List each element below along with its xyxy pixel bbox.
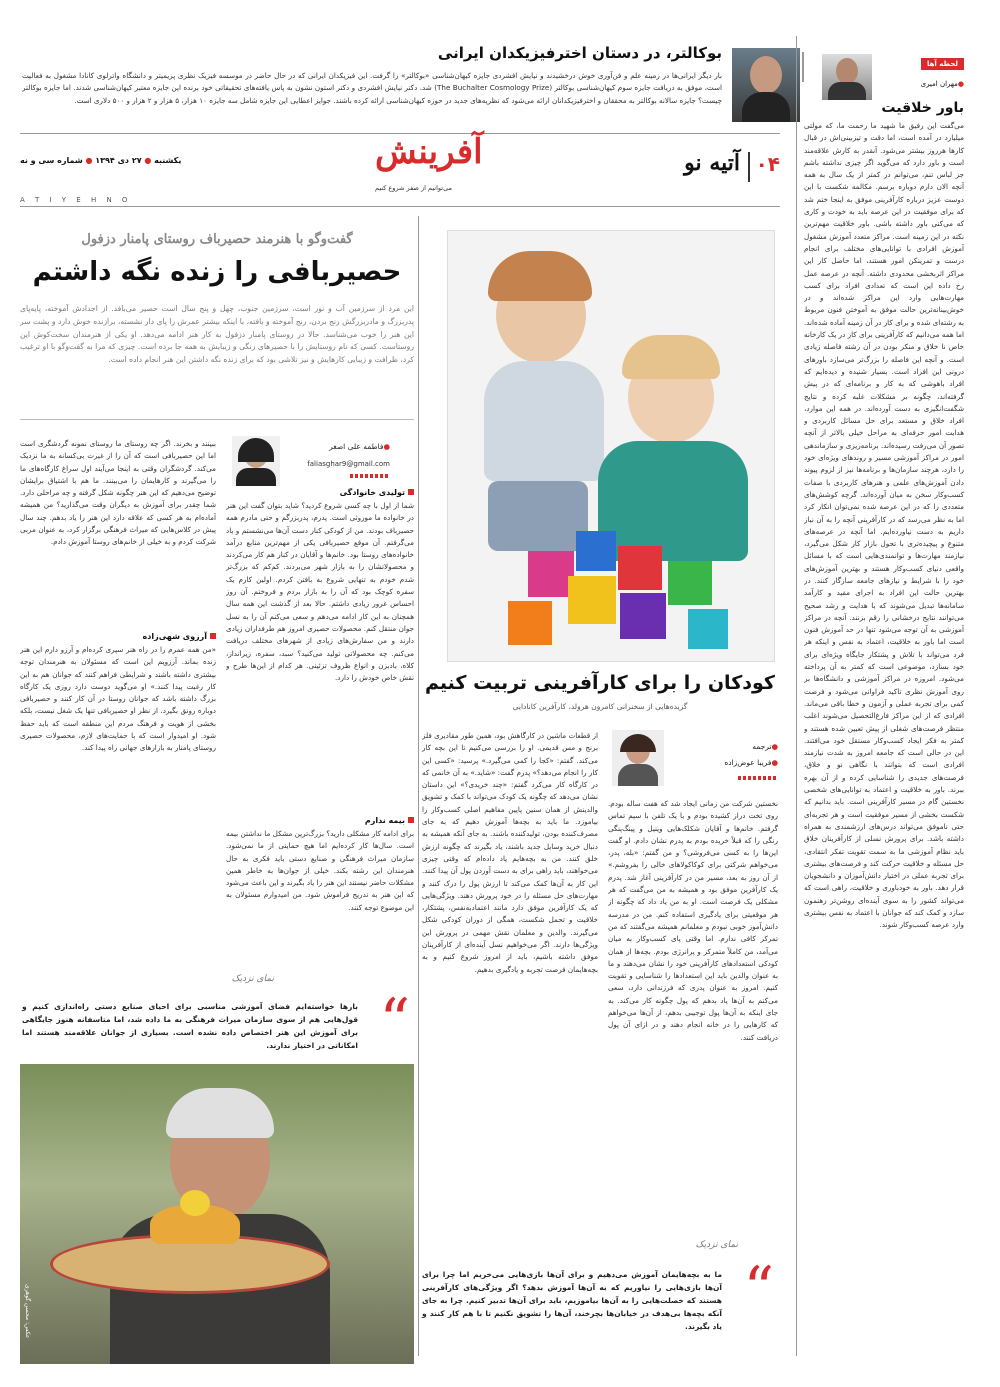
logo: آفرینش — [375, 132, 483, 172]
byline-label-text: ترجمه — [752, 742, 772, 751]
interview-article — [20, 216, 414, 1366]
issue: شماره سی و نه — [20, 156, 83, 165]
kids-byline — [608, 728, 778, 796]
s3-body: «من همه عمرم را در راه هنر سپری کرده‌ام و آرزو دارم این هنر زنده بماند. آرزویم این است که مسئولان به هنرمندان توجه بیشتری داشته باشند و شرایطی فراهم کنند که جوانان هم به این کار رغبت پیدا کنند.» او می‌گوید دوست دارد روزی یک کارگاه بزرگ داشته باشد که جوانان روستا در آن کار کنند و حصیربافی دوباره رونق بگیرد. از نظر او حصیربافی تنها یک شغل نیست، بلکه بخشی از هویت و فرهنگ مردم این منطقه است که باید حفظ شود. او امیدوار است که با حمایت‌های لازم، محصولات حصیری روستای پامنار به بازارهای جهانی راه پیدا کند. — [20, 645, 216, 753]
kids-subhead: گزیده‌هایی از سخنرانی کامرون هرولد، کارآفرین کانادایی — [512, 702, 688, 711]
kids-quote-box — [422, 1234, 778, 1354]
top-story-body: بار دیگر ایرانی‌ها در زمینه علم و فن‌آوری خوش درخشیدند و نیایش افشردی جایزه کیهان‌شناسی «بوکالتر» را گرفت. این فیزیکدان ایرانی که در حال حاضر در موسسه فیزیک نظری پریمیتر و دانشگاه واترلوی کانادا مشغول به فعالیت است، موفق به دریافت جایزه سوم کیهان‌شناسی بوکالتر (The Buchalter Cosmology Prize) شد. دکتر نیایش افشردی و دکتر استون نشون به پاس یافته‌های تحقیقاتی خود برنده این جایزه معتبر کیهان‌شناسی شدند. اما جایزه بوکالتر چیست؟ جایزه سالانه بوکالتر به محققان و اخترفیزیکدانان ارائه می‌شود که نظریه‌های جدید در حوزه کیهان‌شناسی ارائه کرده باشند. جوایز اعطایی این جایزه شامل سه جایزه ۱۰ هزار، ۵ هزار و ۲ هزار و ۵۰۰ دلاری است. — [22, 71, 722, 105]
kids-body-left: از قطعات ماشین در کارگاهش بود، همین طور مقادیری فلز برنج و مس قدیمی. او را بررسی می‌کنیم تا این بچه کار می‌کند. گفتم: «کجا را کمی می‌گیرد.» پرسید: «کسی این کار را انجام می‌دهد؟» پدرم گفت: «شاید.» به آن خانمی که در کارگاه کار می‌کرد گفتم: «چند خریدی؟» این داستان نشان می‌دهد که چگونه یک کودک می‌تواند با کمک و تشویق والدینش از همان سنین پایین مفاهیم اصلی کسب‌وکار را بیاموزد. ما باید به بچه‌ها آموزش دهیم که به جای مصرف‌کننده بودن، تولیدکننده باشند. به جای آنکه همیشه به دنبال خرید وسایل جدید باشند، یاد بگیرند که چگونه ارزش خلق کنند. من به بچه‌هایم یاد داده‌ام که وقتی چیزی می‌خواهند، باید راهی برای به دست آوردن پول آن پیدا کنند. این کار به آن‌ها کمک می‌کند تا ارزش پول را درک کنند و مهارت‌های حل مسئله را در خود پرورش دهند. ویژگی‌هایی که یک کارآفرین موفق دارد مانند اعتمادبه‌نفس، پشتکار، خلاقیت و تحمل شکست، همگی از دوران کودکی شکل می‌گیرند. والدین و معلمان نقش مهمی در پرورش این ویژگی‌ها دارند. اگر می‌خواهیم نسل آینده‌ای از کارآفرینان موفق داشته باشیم، باید از امروز شروع کنیم و به بچه‌هایمان فرصت تجربه و یادگیری بدهیم. — [422, 731, 598, 974]
reporter-name — [329, 442, 390, 451]
top-story — [20, 36, 800, 131]
columnist-name — [921, 80, 964, 88]
kids-quote: ما به بچه‌هایمان آموزش می‌دهیم و برای آن‌ها بازی‌هایی می‌خریم اما چرا برای آن‌ها بازی‌هایی را نیاوریم که به آن‌ها آموزش بدهد؟ اگر ویژگی‌های کارآفرینی هستند که خصلت‌هایی را به آن‌ها بیاموزیم، باید برای آن‌ها تدبیر کنیم. چرا به جای آنکه بچه‌ها بی‌هدف در خیابان‌ها بچرخند، آن‌ها را تشویق نکنیم تا با هم کار کنند و یاد بگیرند. — [422, 1270, 722, 1331]
square-icon — [210, 633, 216, 639]
quote-mark-icon: “ — [379, 986, 410, 1056]
s3-title-text: آرزوی شهی‌زاده — [142, 632, 207, 641]
interview-col-right — [226, 488, 414, 968]
quote-signature: نمای نزدیک — [695, 1240, 738, 1250]
byline-dashes — [350, 474, 390, 478]
date: ۲۷ دی ۱۳۹۴ — [95, 156, 142, 165]
latin-name: A T I Y E H N O — [20, 196, 132, 204]
grid-pattern — [802, 52, 818, 82]
page-divider — [748, 152, 750, 182]
s1-body: شما از اول با چه کسی شروع کردید؟ شاید بتوان گفت این هنر در خانواده ما موروثی است. پدرم، پدربزرگم و حتی مادرم همه حصیرباف بودند. من از کودکی کنار دست آن‌ها می‌نشستم و یاد می‌گرفتم. آن موقع حصیربافی یکی از مهم‌ترین منابع درآمد خانواده‌های روستا بود. خانم‌ها و آقایان در کنار هم کار می‌کردند و محصولاتشان را به بازار شهر می‌بردند. کم‌کم که بزرگ‌تر شدم خودم به تنهایی شروع به بافتن کردم. اولین کارم یک سفره کوچک بود که آن را به بازار بردم و فروختم. آن روز احساس غرور زیادی داشتم. حالا بعد از گذشت این همه سال همچنان به این کار ادامه می‌دهم و سعی می‌کنم آن را به نسل جوان منتقل کنم. محصولات حصیری امروز هم طرفداران زیادی دارند و من سفارش‌های زیادی از شهرهای مختلف دریافت می‌کنم. چه محصولاتی تولید می‌کنید؟ سبد، سفره، زیرانداز، کلاه، بادبزن و انواع ظروف تزئینی. هر کدام از این‌ها طرح و نقش خاص خودش را دارد. — [226, 501, 414, 683]
interview-quote-box — [20, 974, 414, 1058]
interview-lead: این مرد از سرزمین آب و نور است، سرزمین جنوب، چهل و پنج سال است حصیر می‌بافد. از اجدادش آموخته، پایه‌پای پدربزرگ و مادربزرگش رنج بردن، رنج آموخته و بافته، با اینکه بیشتر عمرش را پای دار نشسته، برازنده خوش دارد و پشت سر این هنر را خوب می‌شناسد. حالا در روستای پامنار دزفول به کار هنر ادامه می‌دهد. او یکی از هنرمندان سخت‌کوش این روستاست. کسی که نام روستایش را با حصیرهای رنگی و زیبایش به همه جا برده است. چیزی که مرا به گفت‌وگو با او ترغیب کرد، ظرافت و زیبایی کارهایش و نیز تلاشی بود که برای زنده نگه داشتن این هنر انجام داده است. — [20, 304, 414, 365]
dot-icon: ● — [82, 156, 93, 165]
reporter-email[interactable]: faliasghar9@gmail.com — [307, 460, 390, 468]
masthead — [20, 132, 780, 206]
square-icon — [408, 817, 414, 823]
masthead-bottom-rule — [20, 206, 780, 207]
bullet-icon: ● — [771, 758, 778, 767]
quote-signature: نمای نزدیک — [231, 974, 274, 984]
section-name: آتیه نو — [684, 150, 740, 176]
columnist-photo — [822, 54, 872, 100]
column-body: می‌گفت این رفیق ما شهید ما رحمت ما، که مولتی میلیارد در آمده است، اما دقت و تیزبینی‌اش در قبال کارها هرروز بیشتر می‌شود. آنقدر به کارش علاقه‌مند است و باور دارد که می‌گوید اگر چیزی نداشته باشم جز لباس تنم، می‌توانم در کمتر از یک سال به همه آنچه الان دارم دوباره برسم. مکالمه شکست با این دوست عزیز درباره کارآفرینی موفق به اینجا ختم شد که برای موفقیت در این عرصه باید به خودت و کاری که می‌کنی باور داشته باشی. باور خلاقیت مهم‌ترین نکته در این زمینه است. مراکز متعدد آموزش مشغول آموزش افرادی با توانایی‌های مختلف برای انجام درست و تمرینکن امور هستند، اما حاصل کار این مراکز اثربخشی محدودی داشته. آنچه در عرصه عمل رخ داده این است که تعدادی افراد برای کسب مهارت‌هایی وارد این مراکز شده‌اند و در خوش‌بینانه‌ترین حالت موفق به آموختن فنون مربوط به رشته‌ای شده و برای کار در آن زمینه آماده شده‌اند. اما همه می‌دانیم که کارآفرینی برای کار در یک کارخانه خاص نا خلاق و منکر بودن در آن رشته فاصله زیادی است. و آنچه این فاصله را بزرگ‌تر می‌سازد باورهای درونی این افراد است. بسیار شنیده و دیده‌ایم که افراد باهوشی که به کار و برنامه‌ای که در پیش گرفته‌اند، چگونه بر مشکلات غلبه کرده و نتایج شگفت‌انگیزی به دست آورده‌اند. در همه این موارد، افراد خلاق و مستعد برای حل مسائل کاربردی و هدایت امور حرفه‌ای به مراحل خیلی بالاتر از آنچه تصور آن می‌رفت رسیده‌اند. برنامه‌ریزی و سازماندهی امور در مراکز آموزشی مسیر و روندهای ویژه‌ای خود را دارد، هرچند سازمان‌ها و برنامه‌ها نیز از لزوم پیوند دادن آموزش‌های علمی و هنرهای کاربردی با صفات کسب‌وکار سخن به میان آورده‌اند. گرچه کوشش‌های متعددی را که در این عرصه شده نمی‌توان انکار کرد اما به نظر می‌رسد که در کارآفرینی آنچه را به آن نیاز داریم به دست نیاورده‌ایم. اما آنچه در عرصه‌های متنوع و پیچیده‌تری با تحول بازار کار شکل می‌گیرد، نیازمند مهارت‌ها و توانمندی‌هایی است که با مسائل واقعی دنیای کسب‌وکار هستند و بهترین آموزش‌های خود را با شرایط و نیازهای جامعه سازگار کنند. در بهترین حالت این افراد به اجرای مفید و کارآمد سامانه‌ها تبدیل می‌شوند که با هدایت و رشد صحیح می‌توانند نتایج درخشانی را رقم بزنند. آنچه در مراکز آموزشی به آن توجه می‌شود تنها در حد آموزش فنون است اما باور به خلاقیت، اعتماد به نفس و اینکه هر فرد می‌تواند با تلاش و پشتکار جایگاه ویژه‌ای برای خود بسازد، موضوعی است که کمتر به آن پرداخته می‌شود. امروزه در مراکز آموزشی و دانشگاه‌ها بر روی آموزش نظری تاکید فراوانی می‌شود و فرصت کمی برای تجربه عملی و آزمون و خطا باقی می‌ماند. افرادی که از این مراکز فارغ‌التحصیل می‌شوند اغلب منتظر فرصت‌های شغلی از پیش تعیین شده هستند و کمتر به فکر ایجاد کسب‌وکار مستقل خود می‌افتند. این در حالی است که جامعه امروز به شدت نیازمند افرادی است که بتوانند با نگاهی نو و خلاق، فرصت‌های جدیدی را شناسایی کرده و از آن بهره ببرند. باور به خلاقیت و اعتماد به توانایی‌های شخصی نخستین گام در مسیر کارآفرینی است. باید بدانیم که شکست بخشی از مسیر موفقیت است و هر تجربه‌ای حتی ناموفق می‌تواند درس‌های ارزشمندی به همراه داشته باشد. برای پرورش نسلی از کارآفرینان خلاق باید نظام آموزشی ما به سمت تقویت تفکر انتقادی، حل مسئله و خلاقیت حرکت کند و فرصت‌های بیشتری برای تجربه عملی در اختیار دانش‌آموزان و دانشجویان قرار دهد. باور به خودباوری و خلاقیت، راهی است که می‌تواند کشور را به سوی آینده‌ای روشن‌تر رهنمون سازد و کمک کند که جوانان با اعتماد به نفس بیشتری وارد عرصه کسب‌وکار شوند. — [804, 121, 964, 930]
column-divider — [796, 36, 797, 1356]
column-title: باور خلاقیت — [881, 100, 964, 116]
page-number: ۰۴ — [755, 152, 780, 176]
interview-quote: بارها خواسته‌ایم فضای آموزشی مناسبی برای احیای صنایع دستی راه‌اندازی کنیم و قول‌هایی هم از سوی سازمان میراث فرهنگی به ما داده شد، اما متاسفانه هنوز جایگاهی برای آموزش این هنر اختصاص داده نشده است. بسیاری از جوانان علاقه‌مند هستند اما امکاناتی در اختیار ندارند. — [22, 1002, 358, 1050]
opinion-column — [804, 100, 964, 1360]
interview-col-left — [20, 438, 216, 968]
interview-divider — [418, 216, 419, 1356]
s1-title-text: تولیدی خانوادگی — [339, 488, 405, 497]
s2-title — [226, 816, 414, 825]
interview-byline — [220, 434, 390, 494]
bullet-icon: ● — [957, 80, 964, 88]
s1-title — [226, 488, 414, 497]
bullet-icon: ● — [383, 442, 390, 451]
kids-photo — [447, 230, 775, 662]
weekday: یکشنبه — [154, 156, 182, 165]
square-icon — [408, 489, 414, 495]
translator-name — [724, 758, 778, 767]
scientist-photo — [732, 48, 800, 122]
interview-kicker: گفت‌وگو با هنرمند حصیرباف روستای پامنار دزفول — [81, 232, 353, 247]
kids-article — [422, 668, 778, 1358]
slogan: می‌توانیم از صفر شروع کنیم — [375, 184, 452, 192]
photo-credit: عکس: محسن گوهری — [24, 1284, 31, 1339]
craftsman-photo — [20, 1064, 414, 1364]
kids-body-right: نخستین شرکت من زمانی ایجاد شد که هفت ساله بودم. روی تخت دراز کشیده بودم و با یک تلفن با سیم تماس گرفتم. خانم‌ها و آقایان شکلک‌هایی وینیل و پینگ‌پنگی رنگی را که قبلاً خریده بودم به پدرم نشان دادم. او گفت این‌ها را به کسی می‌فروشی؟ و من گفتم: «بله، پدر، می‌خواهم شرکتی برای کوکاکولاهای خالی را بفروشم.» از آن روز به بعد، مسیر من در کارآفرینی آغاز شد. پدرم یک کارآفرین موفق بود و همیشه به من می‌گفت که هر مشکلی یک فرصت است. او به من یاد داد که چگونه از هر موقعیتی برای یادگیری استفاده کنم. من در مدرسه دانش‌آموز خوبی نبودم و معلمانم همیشه می‌گفتند که من تمرکز کافی ندارم. اما وقتی پای کسب‌وکار به میان می‌آمد، من کاملاً متمرکز و پرانرژی بودم. بچه‌ها از همان کودکی استعدادهای کارآفرینی خود را نشان می‌دهند و ما به عنوان والدین باید این استعدادها را شناسایی و تقویت کنیم. امروز به عنوان پدری که فرزندانی دارد، سعی می‌کنم به آن‌ها یاد بدهم که پول چگونه کار می‌کند. به جای اینکه به آن‌ها پول توجیبی بدهم، از آن‌ها می‌خواهم که کارهایی را در خانه انجام دهند و در ازای آن پول دریافت کنند. — [608, 799, 778, 1042]
bullet-icon: ● — [771, 742, 778, 751]
column-header — [802, 42, 964, 102]
kids-headline: کودکان را برای کارآفرینی تربیت کنیم — [425, 672, 775, 694]
columnist-name-text: مهران امیری — [920, 80, 958, 88]
col3-body: ببینند و بخرند. اگر چه روستای ما روستای نمونه گردشگری است اما این حصیربافی است که آن را از غیرت بی‌کسانه به ما نزدیک می‌کند. گردشگران وقتی به اینجا می‌آیند اول سراغ کارگاه‌های ما را می‌گیرند و کارهایمان را می‌بینند. ما هم با اشتیاق برایشان توضیح می‌دهیم که این هنر چگونه شکل گرفته و چه مراحلی دارد. شما چقدر برای آموزش به دیگران وقت می‌گذارید؟ من همیشه آماده‌ام به هر کسی که علاقه دارد این هنر را یاد بدهم. چند سال پیش در کلاس‌هایی که میراث فرهنگی برگزار کرد، به عنوان مربی شرکت کردم و به خیلی از خانم‌های روستا آموزش دادم. — [20, 439, 216, 547]
dateline — [20, 156, 181, 165]
s2-body: برای ادامه کار مشکلی دارید؟ بزرگ‌ترین مشکل ما نداشتن بیمه است. سال‌ها کار کرده‌ایم اما هیچ حمایتی از ما نمی‌شود. سازمان میراث فرهنگی و صنایع دستی باید فکری به حال هنرمندان این رشته بکند. خیلی از جوان‌ها به خاطر همین مشکلات حاضر نیستند این هنر را یاد بگیرند و این باعث می‌شود که این هنر به تدریج فراموش شود. من امیدوارم مسئولان به این موضوع توجه کنند. — [226, 829, 414, 912]
top-story-headline: بوکالتر، در دستان اخترفیزیکدان ایرانی — [437, 44, 722, 62]
byline-label — [752, 742, 778, 751]
s2-title-text: بیمه ندارم — [364, 816, 405, 825]
reporter-name-text: فاطمه علی اصغر — [329, 442, 384, 451]
byline-dashes — [738, 776, 778, 780]
reporter-photo — [232, 436, 280, 486]
translator-photo — [612, 730, 664, 786]
translator-name-text: فریبا عوض‌زاده — [724, 758, 772, 767]
s3-title — [20, 632, 216, 641]
quote-mark-icon: “ — [743, 1254, 774, 1324]
lead-bottom-rule — [20, 419, 414, 420]
interview-headline: حصیربافی را زنده نگه داشتم — [32, 257, 402, 287]
dot-icon: ● — [141, 156, 152, 165]
column-badge: لحظه آها — [921, 58, 964, 70]
